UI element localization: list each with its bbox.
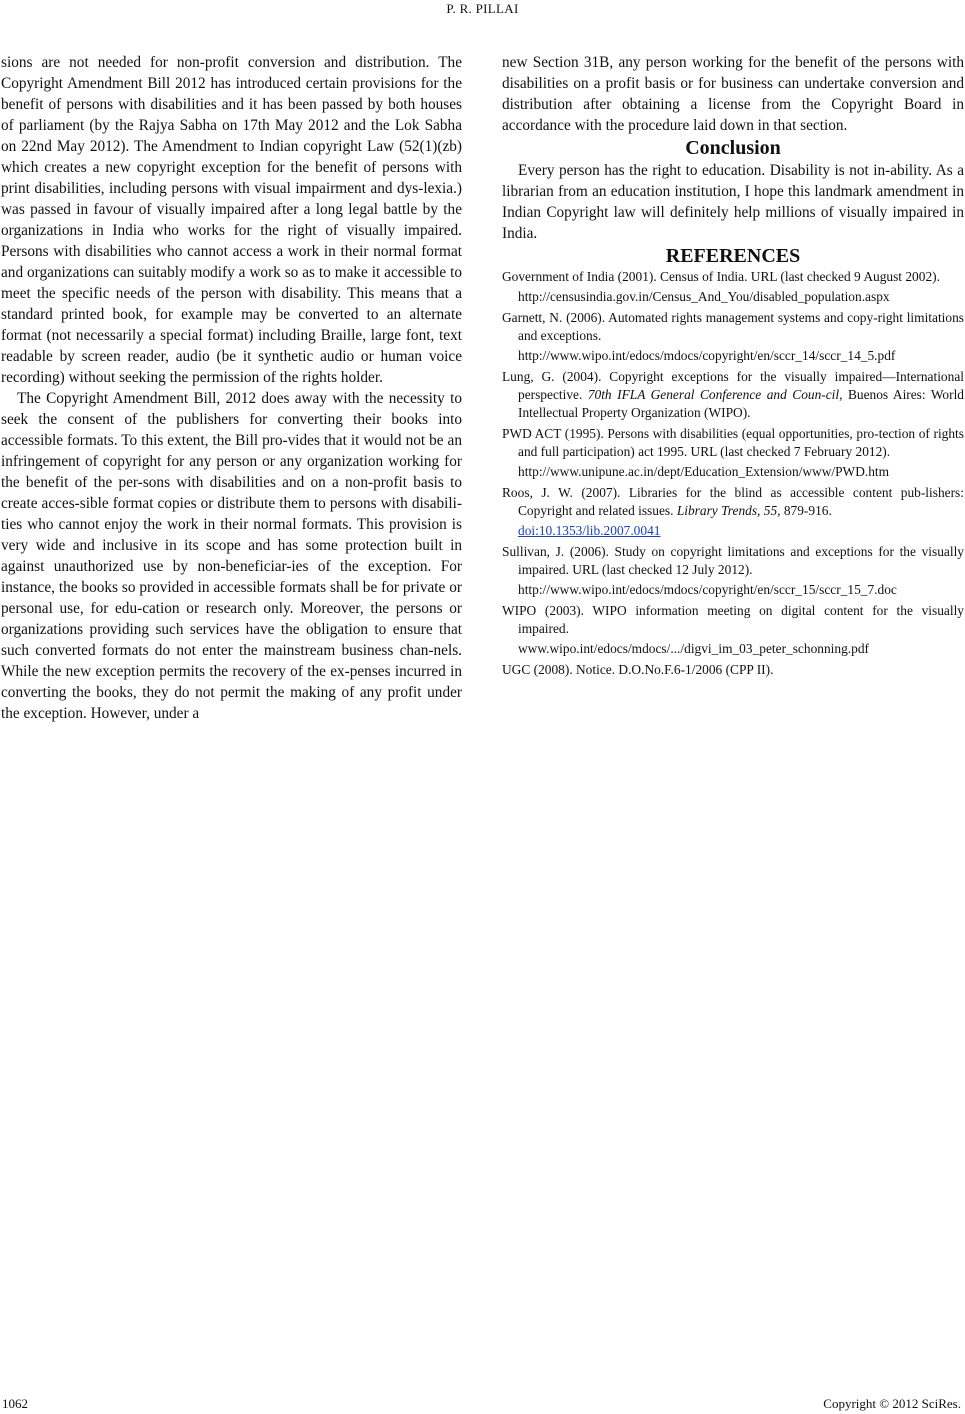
reference-text: Roos, J. W. (2007). Libraries for the blind as accessible content pub-lishers: Copyright and related issues. [502, 485, 964, 518]
reference-text: Garnett, N. (2006). Automated rights management systems and copy-right limitations and exceptions. [502, 310, 964, 343]
conclusion-heading: Conclusion [685, 137, 781, 159]
reference-venue: Library Trends, 55, [676, 503, 781, 518]
reference-text: , Buenos Aires: World Intellectual Property Organization (WIPO). [518, 387, 964, 420]
running-head: P. R. PILLAI [446, 1, 519, 16]
conclusion-paragraph: Every person has the right to education. Disability is not in-ability. As a librarian from an education institution, I hope this landmark amendment in Indian Copyright law will definitely help millions of visually impaired in India. [502, 162, 964, 242]
reference-venue: 70th IFLA General Conference and Coun-cil [587, 387, 840, 402]
reference-item [502, 425, 964, 481]
reference-item [502, 661, 964, 679]
right-column [502, 52, 964, 682]
reference-url[interactable]: http://www.unipune.ac.in/dept/Education_Extension/www/PWD.htm [518, 464, 890, 479]
references-heading: REFERENCES [665, 245, 801, 267]
reference-text: PWD ACT (1995). Persons with disabilities (equal opportunities, pro-tection of rights and full participation) act 1995. URL (last checked 7 February 2012). [502, 426, 964, 459]
reference-text: WIPO (2003). WIPO information meeting on digital content for the visually impaired. [502, 603, 964, 636]
body-paragraph-2: The Copyright Amendment Bill, 2012 does away with the necessity to seek the consent of the publishers for converting their books into accessible formats. To this extent, the Bill pro-vides that it would not be an infringement of copyright for any person or any organization working for the benefit of the per-sons with disabilities and on a non-profit basis to create acces-sible format copies or distribute them to persons with disabili-ties who cannot enjoy the work in their normal formats. This provision is very wide and inclusive in its scope and has some protection built in against unauthorized use by non-beneficiar-ies of the exception. For instance, the books so provided in accessible formats shall be for private or personal use, for edu-cation or research only. Moreover, the persons or organizations providing such services have the obligation to ensure that such converted formats do not enter the mainstream business chan-nels. While the new exception permits the recovery of the ex-penses incurred in converting the books, they do not permit the making of any profit under the exception. However, under a [1, 390, 462, 722]
reference-text: Government of India (2001). Census of India. URL (last checked 9 August 2002). [502, 269, 940, 284]
reference-item [502, 602, 964, 658]
reference-item [502, 543, 964, 599]
body-paragraph-3: new Section 31B, any person working for the benefit of the persons with disabilities on a profit basis or for business can undertake conversion and distribution after obtaining a license from the Copyright Board in accordance with the procedure laid down in that section. [502, 54, 964, 134]
reference-text: Sullivan, J. (2006). Study on copyright limitations and exceptions for the visually impaired. URL (last checked 12 July 2012). [502, 544, 964, 577]
reference-item [502, 368, 964, 422]
reference-url[interactable]: http://censusindia.gov.in/Census_And_You/disabled_population.aspx [518, 289, 890, 304]
reference-doi-link[interactable] [518, 522, 964, 540]
footer-copyright: Copyright © 2012 SciRes. [823, 1396, 961, 1411]
reference-url[interactable]: http://www.wipo.int/edocs/mdocs/copyright/en/sccr_14/sccr_14_5.pdf [518, 348, 896, 363]
reference-item [502, 268, 964, 306]
body-paragraph-1: sions are not needed for non-profit conversion and distribution. The Copyright Amendment Bill 2012 has introduced certain provisions for the benefit of persons with disabilities and it has been passed by both houses of parliament (by the Rajya Sabha on 17th May 2012 and the Lok Sabha on 22nd May 2012). The Amendment to Indian copyright Law (52(1)(zb) which creates a new copyright exception for the benefit of persons with print disabilities, including persons with visual impairment and dys-lexia.) was passed in favour of visually impaired after a long legal battle by the organizations in India who works for the right of visually impaired. Persons with disabilities who cannot access a work in their normal format and organizations can suitably modify a work so as to make it accessible to meet the specific needs of the person with disability. This means that a standard printed book, for example may be converted to an alternate format (not necessarily a special format) including Braille, large font, text readable by screen reader, audio (be it synthetic audio or human voice recording) without seeking the permission of the rights holder. [1, 54, 462, 386]
reference-text: Lung, G. (2004). Copyright exceptions for the visually impaired—International perspective. [502, 369, 964, 402]
reference-url[interactable]: www.wipo.int/edocs/mdocs/.../digvi_im_03_peter_schonning.pdf [518, 641, 869, 656]
reference-text: 879-916. [780, 503, 832, 518]
reference-item [502, 484, 964, 540]
reference-text: UGC (2008). Notice. D.O.No.F.6-1/2006 (CPP II). [502, 662, 774, 677]
left-column [1, 52, 462, 724]
references-list [502, 268, 964, 679]
page-number: 1062 [2, 1396, 28, 1411]
reference-item [502, 309, 964, 365]
reference-url[interactable]: http://www.wipo.int/edocs/mdocs/copyright/en/sccr_15/sccr_15_7.doc [518, 582, 897, 597]
doi-link[interactable]: doi:10.1353/lib.2007.0041 [518, 523, 661, 538]
